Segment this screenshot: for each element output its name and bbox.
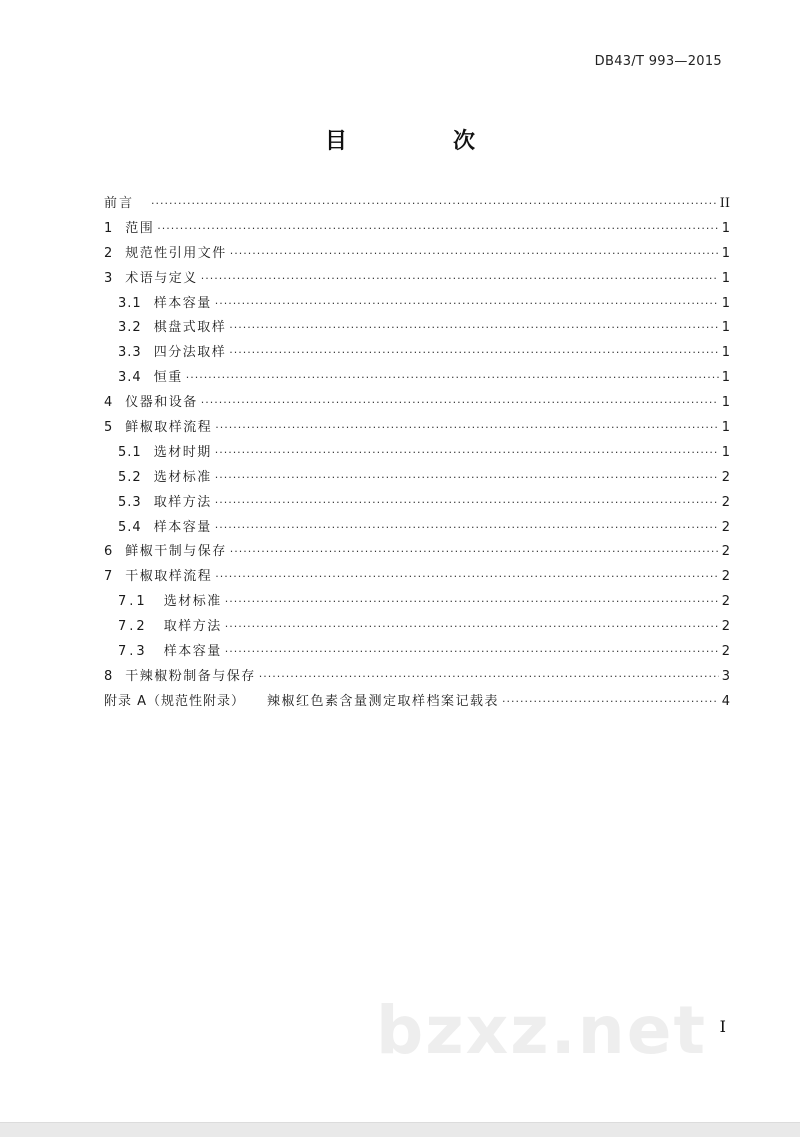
toc-label: 术语与定义 bbox=[125, 270, 198, 286]
toc-entry-appendix[interactable] bbox=[104, 690, 730, 715]
toc-leader bbox=[201, 267, 719, 292]
toc-number: 6 bbox=[104, 544, 114, 560]
toc-entry[interactable] bbox=[104, 441, 730, 466]
toc-label: 范围 bbox=[125, 220, 155, 236]
toc-number: 5.1 bbox=[118, 444, 142, 460]
toc-page: II bbox=[719, 196, 730, 211]
toc-page: 2 bbox=[721, 469, 730, 485]
toc-number: 4 bbox=[104, 395, 114, 411]
toc-leader bbox=[225, 590, 719, 615]
toc-page: 1 bbox=[721, 420, 730, 436]
toc-label: 仪器和设备 bbox=[125, 395, 198, 411]
toc-label: 取样方法 bbox=[163, 619, 222, 635]
toc-label: 干辣椒粉制备与保存 bbox=[125, 668, 256, 684]
toc-label: 样本容量 bbox=[163, 644, 222, 660]
viewer-bottom-bar bbox=[0, 1122, 800, 1137]
toc-leader bbox=[186, 366, 719, 391]
toc-page: 1 bbox=[721, 345, 730, 361]
toc-entry[interactable] bbox=[104, 416, 730, 441]
toc-leader bbox=[215, 516, 719, 541]
toc-number: 3.4 bbox=[118, 370, 142, 386]
toc-number: 3.3 bbox=[118, 345, 142, 361]
toc-label: 鲜椒取样流程 bbox=[125, 420, 213, 436]
toc-leader bbox=[215, 292, 719, 317]
toc-label: 规范性引用文件 bbox=[125, 245, 227, 261]
toc-label: 样本容量 bbox=[153, 519, 212, 535]
toc-entry[interactable] bbox=[104, 640, 730, 665]
toc-page: 2 bbox=[721, 494, 730, 510]
toc-number: 5 bbox=[104, 420, 114, 436]
toc-leader bbox=[225, 615, 719, 640]
toc-page: 2 bbox=[721, 644, 730, 660]
toc-leader bbox=[229, 316, 719, 341]
toc-leader bbox=[215, 416, 718, 441]
toc-entry[interactable] bbox=[104, 391, 730, 416]
toc-page: 3 bbox=[721, 668, 730, 684]
page-number: I bbox=[719, 1017, 726, 1036]
toc-label: 取样方法 bbox=[153, 494, 212, 510]
toc-page: 4 bbox=[721, 693, 730, 709]
toc-entry[interactable] bbox=[104, 516, 730, 541]
toc-leader bbox=[215, 491, 719, 516]
toc-label: 辣椒红色素含量测定取样档案记载表 bbox=[267, 693, 500, 709]
toc-label: 前言 bbox=[104, 196, 135, 211]
toc-entry[interactable] bbox=[104, 267, 730, 292]
toc-page: 2 bbox=[721, 619, 730, 635]
toc-number: 8 bbox=[104, 668, 114, 684]
toc-page: 1 bbox=[721, 320, 730, 336]
toc-entry[interactable] bbox=[104, 341, 730, 366]
toc-leader bbox=[151, 192, 717, 217]
toc-entry[interactable] bbox=[104, 540, 730, 565]
toc-number: 5.4 bbox=[118, 519, 142, 535]
toc-entry[interactable] bbox=[104, 466, 730, 491]
toc-page: 1 bbox=[721, 270, 730, 286]
toc-page: 1 bbox=[721, 245, 730, 261]
toc-page: 2 bbox=[721, 519, 730, 535]
toc-number: 3.2 bbox=[118, 320, 142, 336]
toc-leader bbox=[215, 441, 719, 466]
toc-label: 四分法取样 bbox=[153, 345, 227, 361]
toc-number: 2 bbox=[104, 245, 114, 261]
toc-page: 1 bbox=[721, 370, 730, 386]
toc-leader bbox=[225, 640, 719, 665]
toc-entry[interactable] bbox=[104, 665, 730, 690]
standard-code: DB43/T 993—2015 bbox=[594, 54, 722, 69]
toc-label: 选材标准 bbox=[153, 469, 212, 485]
toc-leader bbox=[229, 341, 719, 366]
toc-entry[interactable] bbox=[104, 242, 730, 267]
toc-number: 5.3 bbox=[118, 494, 142, 510]
toc-leader bbox=[157, 217, 718, 242]
toc-leader bbox=[230, 242, 719, 267]
page-title: 目 次 bbox=[324, 129, 517, 154]
toc-page: 2 bbox=[721, 544, 730, 560]
toc-entry[interactable] bbox=[104, 316, 730, 341]
toc-number: 3.1 bbox=[118, 295, 142, 311]
toc-number: 1 bbox=[104, 220, 114, 236]
toc-entry[interactable] bbox=[104, 366, 730, 391]
toc-number: 7.1 bbox=[118, 594, 148, 610]
toc-entry[interactable] bbox=[104, 615, 730, 640]
toc-label: 样本容量 bbox=[153, 295, 212, 311]
toc-leader bbox=[215, 565, 718, 590]
watermark: bzxz.net bbox=[376, 992, 708, 1069]
toc-leader bbox=[201, 391, 719, 416]
toc-entry[interactable] bbox=[104, 491, 730, 516]
toc-page: 1 bbox=[721, 444, 730, 460]
toc-leader bbox=[259, 665, 719, 690]
toc-leader bbox=[502, 690, 719, 715]
toc-number: 5.2 bbox=[118, 469, 142, 485]
toc-page: 2 bbox=[721, 594, 730, 610]
toc-number: 7 bbox=[104, 569, 114, 585]
toc-entry[interactable] bbox=[104, 217, 730, 242]
toc-page: 1 bbox=[721, 295, 730, 311]
toc-page: 1 bbox=[721, 395, 730, 411]
toc-label: 鲜椒干制与保存 bbox=[125, 544, 227, 560]
toc-label: 恒重 bbox=[153, 370, 183, 386]
toc-entry[interactable] bbox=[104, 192, 730, 217]
toc-leader bbox=[230, 540, 719, 565]
toc-leader bbox=[215, 466, 719, 491]
toc-number: 附录 A（规范性附录） bbox=[104, 693, 246, 709]
toc-label: 选材时期 bbox=[153, 444, 212, 460]
toc-page: 2 bbox=[721, 569, 730, 585]
toc-label: 选材标准 bbox=[163, 594, 222, 610]
toc-number: 3 bbox=[104, 270, 114, 286]
toc-entry[interactable] bbox=[104, 565, 730, 590]
toc-entry[interactable] bbox=[104, 590, 730, 615]
toc-label: 干椒取样流程 bbox=[125, 569, 213, 585]
toc-entry[interactable] bbox=[104, 292, 730, 317]
toc-page: 1 bbox=[721, 220, 730, 236]
toc-label: 棋盘式取样 bbox=[153, 320, 227, 336]
toc-number: 7.2 bbox=[118, 619, 148, 635]
toc-number: 7.3 bbox=[118, 644, 148, 660]
table-of-contents bbox=[104, 192, 730, 715]
